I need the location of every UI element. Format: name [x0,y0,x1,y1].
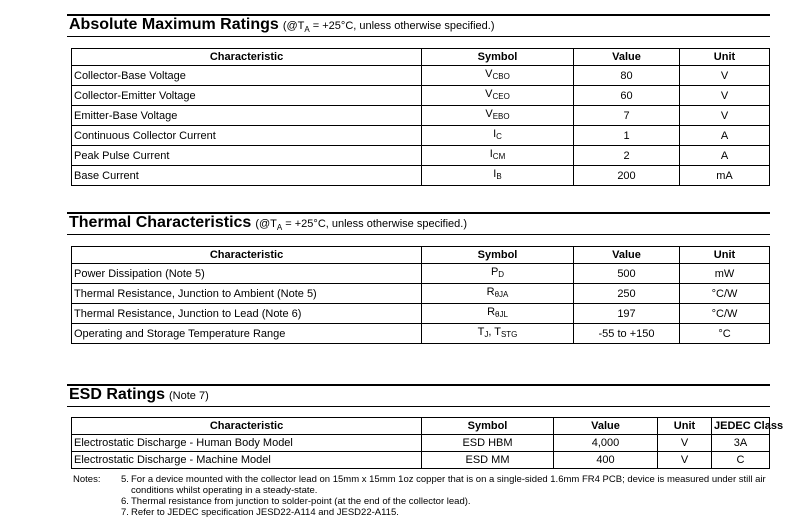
abs-max-section [67,14,770,182]
table-row [72,284,770,304]
thermal-header [67,212,770,235]
unit-cell: °C/W [680,304,770,324]
notes-label: Notes: [73,474,101,485]
characteristic-cell: Collector-Emitter Voltage [72,86,422,106]
note-text: Refer to JEDEC specification JESD22-A114 and JESD22-A115. [131,507,399,518]
esd-table [71,417,784,469]
value-cell: 2 [574,146,680,166]
table-header-row [72,247,770,264]
table-row [72,264,770,284]
note-text: For a device mounted with the collector lead on 15mm x 15mm 1oz copper that is on a single-sided 1.6mm FR4 PCB; device is measured under still air [131,474,766,485]
table-header-row [72,418,770,435]
symbol-cell: $V_{CEO}$ [422,86,574,106]
value-cell: 80 [574,66,680,86]
col-unit: Unit [658,418,712,435]
characteristic-cell: Operating and Storage Temperature Range [72,324,422,344]
abs-max-title: Absolute Maximum Ratings ($@T_A = +25^\circ C$, unless otherwise specified.) [69,15,495,34]
characteristic-cell: Collector-Base Voltage [72,66,422,86]
jedec-cell: C [712,452,770,469]
table-row [72,86,770,106]
value-cell: 400 [554,452,658,469]
col-value: Value [574,247,680,264]
symbol-cell: ESD MM [422,452,554,469]
symbol-cell: $I_C$ [422,126,574,146]
characteristic-cell: Electrostatic Discharge - Human Body Model [72,435,422,452]
value-cell: 1 [574,126,680,146]
value-cell: 60 [574,86,680,106]
characteristic-cell: Thermal Resistance, Junction to Ambient (Note 5) [72,284,422,304]
col-unit: Unit [680,247,770,264]
table-row [72,304,770,324]
unit-cell: V [680,66,770,86]
unit-cell: A [680,126,770,146]
note-text: conditions whilst operating in a steady-state. [131,485,318,496]
value-cell: 7 [574,106,680,126]
characteristic-cell: Electrostatic Discharge - Machine Model [72,452,422,469]
note-number: 7. [121,507,129,518]
note-number: 6. [121,496,129,507]
value-cell: 197 [574,304,680,324]
table-row [72,166,770,186]
abs-max-header [67,14,770,37]
esd-condition: (Note 7) [169,390,209,402]
symbol-cell: $T_J$, $T_{STG}$ [422,324,574,344]
symbol-cell: $I_B$ [422,166,574,186]
unit-cell: V [680,86,770,106]
notes-list [121,474,801,518]
jedec-cell: 3A [712,435,770,452]
value-cell: 500 [574,264,680,284]
table-row [72,126,770,146]
symbol-cell: $R_{\theta JA}$ [422,284,574,304]
esd-title: ESD Ratings (Note 7) [69,386,209,403]
note-item [121,507,801,518]
col-jedec-class: JEDEC Class [712,418,770,435]
table-row [72,435,770,452]
note-item [121,496,801,507]
value-cell: -55 to +150 [574,324,680,344]
characteristic-cell: Base Current [72,166,422,186]
unit-cell: °C [680,324,770,344]
thermal-condition: ($@T_A = +25^\circ C$, unless otherwise specified.) [255,217,467,232]
symbol-cell: $P_D$ [422,264,574,284]
characteristic-cell: Peak Pulse Current [72,146,422,166]
col-characteristic: Characteristic [72,247,422,264]
abs-max-condition: ($@T_A = +25^\circ C$, unless otherwise specified.) [282,19,495,34]
note-item [121,474,801,496]
col-characteristic: Characteristic [72,418,422,435]
col-symbol: Symbol [422,418,554,435]
symbol-cell: $V_{CBO}$ [422,66,574,86]
col-symbol: Symbol [422,49,574,66]
unit-cell: mA [680,166,770,186]
unit-cell: V [680,106,770,126]
characteristic-cell: Thermal Resistance, Junction to Lead (Note 6) [72,304,422,324]
symbol-cell: $R_{\theta JL}$ [422,304,574,324]
characteristic-cell: Continuous Collector Current [72,126,422,146]
symbol-cell: $V_{EBO}$ [422,106,574,126]
table-row [72,324,770,344]
col-characteristic: Characteristic [72,49,422,66]
thermal-table [71,246,770,344]
unit-cell: mW [680,264,770,284]
value-cell: 4,000 [554,435,658,452]
unit-cell: °C/W [680,284,770,304]
table-row [72,66,770,86]
unit-cell: V [658,435,712,452]
value-cell: 200 [574,166,680,186]
thermal-section [67,212,770,340]
esd-section [67,384,784,466]
esd-header [67,384,770,407]
symbol-cell: ESD HBM [422,435,554,452]
note-number: 5. [121,474,129,485]
col-symbol: Symbol [422,247,574,264]
table-header-row [72,49,770,66]
table-row [72,452,770,469]
unit-cell: A [680,146,770,166]
note-text: Thermal resistance from junction to solder-point (at the end of the collector lead). [131,496,471,507]
table-row [72,146,770,166]
symbol-cell: $I_{CM}$ [422,146,574,166]
thermal-title: Thermal Characteristics ($@T_A = +25^\circ C$, unless otherwise specified.) [69,213,467,232]
characteristic-cell: Emitter-Base Voltage [72,106,422,126]
unit-cell: V [658,452,712,469]
col-unit: Unit [680,49,770,66]
col-value: Value [554,418,658,435]
characteristic-cell: Power Dissipation (Note 5) [72,264,422,284]
abs-max-table [71,48,770,186]
value-cell: 250 [574,284,680,304]
col-value: Value [574,49,680,66]
table-row [72,106,770,126]
